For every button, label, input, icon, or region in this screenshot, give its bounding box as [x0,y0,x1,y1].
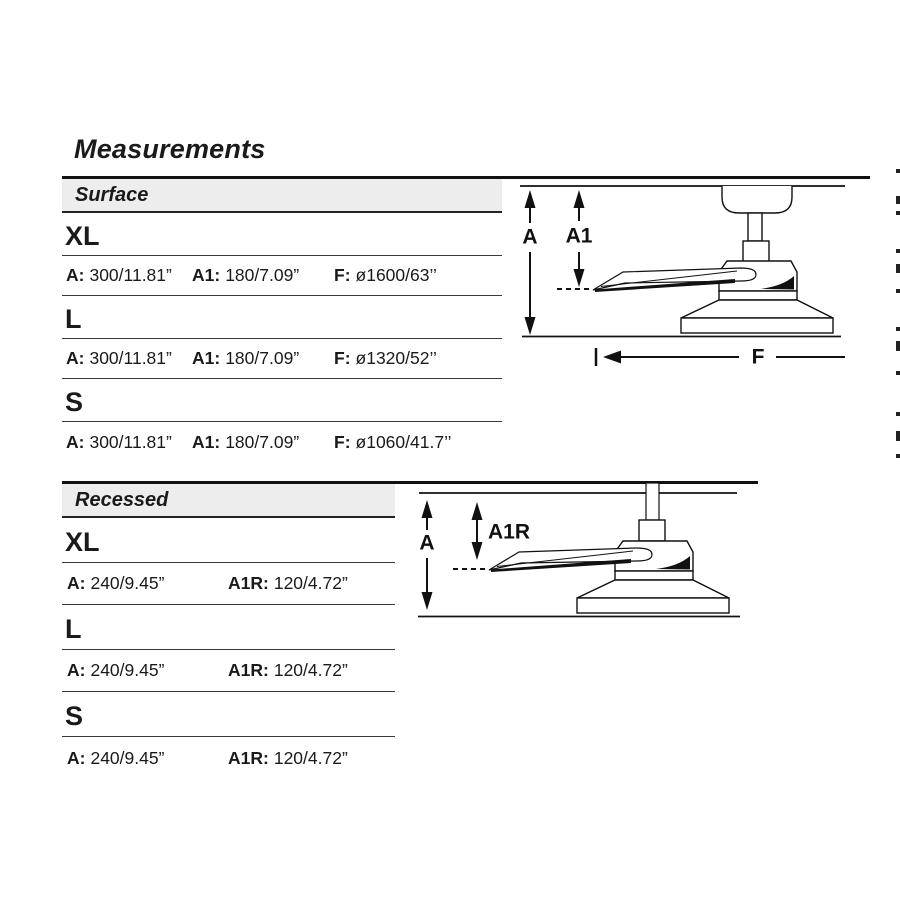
measurement-label: A: [66,431,85,452]
measurement [67,573,228,594]
arrow-shaft [578,252,580,270]
dimension-label-a: A [522,225,538,249]
measurement-label: A: [67,573,86,593]
recessed-header-label: Recessed [75,488,169,511]
size-label: S [65,701,84,731]
size-label: XL [65,221,100,251]
arrowhead-down-icon [472,542,483,560]
size-label-row [62,692,395,737]
arrowhead-down-icon [525,317,536,335]
measurement-value: 120/4.72” [273,573,348,593]
measurement-value: 180/7.09” [225,348,300,368]
arrow-shaft [476,519,478,543]
recessed-table-header [62,484,395,518]
measurement-value: ø1320/52’’ [355,348,437,368]
arrow-shaft [529,252,531,318]
canopy [722,186,792,213]
downrod-coupler [743,241,769,262]
surface-table [62,179,502,462]
measurement-value: 240/9.45” [90,573,165,593]
measurement-value: 120/4.72” [273,660,348,680]
measurement-value: 300/11.81” [89,348,172,368]
diffuser-cone [577,580,729,598]
measurement [228,748,395,769]
dimension-label-a1r: A1R [488,520,531,544]
dimension-a [522,190,537,335]
size-label-row [62,379,502,422]
measurement-value: ø1600/63’’ [355,265,437,285]
measurement-label: A1R: [228,573,269,593]
measurement [334,348,502,369]
measurement-label: A: [67,747,86,768]
dimension-f [596,346,845,369]
surface-mount-diagram [515,175,850,370]
measurement [228,660,395,681]
measurement-row [62,563,395,605]
size-label: L [65,614,82,644]
measurement-label: F: [334,348,351,368]
measurement-label: A: [66,265,85,285]
arrow-shaft [529,207,531,223]
dimension-a1r [472,502,531,560]
base-plate [681,318,833,333]
trim-ring [719,291,797,300]
downrod-coupler [639,520,665,541]
downrod [646,483,659,520]
measurement-label: A1: [192,348,221,368]
measurement [192,265,334,286]
measurement-value: 120/4.72” [273,747,348,768]
arrow-shaft [578,207,580,221]
measurement-label: A1: [192,431,221,452]
measurement-label: A1: [192,265,221,285]
size-label-row [62,296,502,339]
dimension-a1 [566,190,593,287]
measurement [66,265,192,286]
arrowhead-up-icon [574,190,585,208]
measurement-row [62,650,395,692]
dimension-label-f: F [751,345,765,369]
measurement-row [62,422,502,462]
measurement-row [62,737,395,779]
surface-table-header [62,179,502,213]
arrowhead-up-icon [525,190,536,208]
arrow-shaft [426,517,428,530]
measurement [66,432,192,453]
measurement-label: F: [334,265,351,285]
size-label-row [62,518,395,563]
measurement-label: A: [66,348,85,368]
arrowhead-down-icon [574,269,585,287]
measurement [66,348,192,369]
arrowhead-down-icon [422,592,433,610]
measurement [192,432,334,453]
measurement [228,573,395,594]
measurement-value: 240/9.45” [90,747,165,768]
measurement-row [62,256,502,296]
measurement-value: 180/7.09” [225,265,300,285]
dimension-label-a: A [419,531,435,555]
measurement-value: 300/11.81” [89,431,172,452]
diffuser-cone [681,300,833,318]
size-label: L [65,304,82,334]
measurement [334,432,502,453]
recessed-mount-diagram [415,480,745,622]
recessed-table [62,484,395,779]
measurement [192,348,334,369]
page-title: Measurements [74,134,266,164]
measurement-row [62,339,502,379]
measurement-value: ø1060/41.7’’ [355,431,452,452]
measurement-label: F: [334,431,351,452]
arrowhead-up-icon [422,500,433,518]
measurement [334,265,502,286]
measurement-label: A: [67,660,86,680]
dimension-a [419,500,434,610]
size-label-row [62,605,395,650]
measurement [67,748,228,769]
measurement-value: 240/9.45” [90,660,165,680]
arrowhead-up-icon [472,502,483,520]
measurement [67,660,228,681]
base-plate [577,598,729,613]
surface-header-label: Surface [75,183,149,206]
measurement-label: A1R: [228,660,269,680]
trim-ring [615,571,693,580]
arrowhead-left-icon [603,351,621,364]
measurement-value: 180/7.09” [225,431,300,452]
arrow-shaft [426,558,428,593]
measurement-label: A1R: [228,747,269,768]
dimension-label-a1: A1 [565,224,593,248]
size-label-row [62,213,502,256]
size-label: XL [65,527,100,557]
downrod [748,213,762,241]
size-label: S [65,387,84,417]
measurement-value: 300/11.81” [89,265,172,285]
